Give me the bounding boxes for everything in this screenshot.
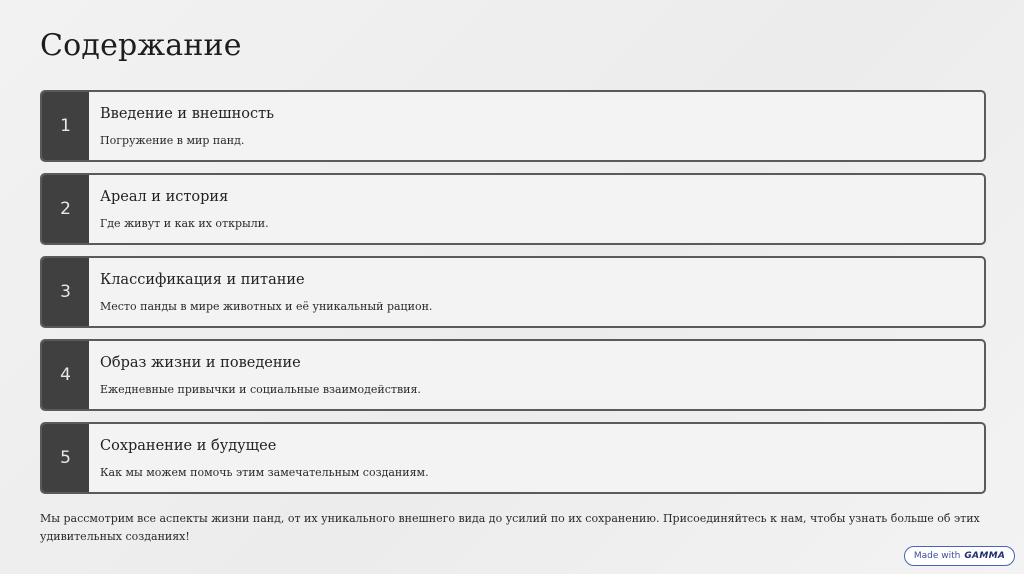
item-description: Место панды в мире животных и её уникальный рацион. xyxy=(100,300,433,313)
page-title: Содержание xyxy=(40,28,242,63)
item-number: 1 xyxy=(42,92,89,160)
item-title: Сохранение и будущее xyxy=(100,438,277,454)
contents-list xyxy=(40,90,986,505)
item-title: Классификация и питание xyxy=(100,272,305,288)
contents-item[interactable] xyxy=(40,339,986,411)
item-number: 4 xyxy=(42,341,89,409)
contents-item[interactable] xyxy=(40,173,986,245)
item-title: Ареал и история xyxy=(100,189,229,205)
item-description: Погружение в мир панд. xyxy=(100,134,245,147)
item-number: 5 xyxy=(42,424,89,492)
made-with-gamma-badge[interactable] xyxy=(904,546,1015,566)
item-description: Как мы можем помочь этим замечательным созданиям. xyxy=(100,466,429,479)
item-title: Образ жизни и поведение xyxy=(100,355,301,371)
contents-item[interactable] xyxy=(40,422,986,494)
badge-prefix: Made with xyxy=(913,551,961,561)
item-number: 2 xyxy=(42,175,89,243)
summary-text: Мы рассмотрим все аспекты жизни панд, от их уникального внешнего вида до усилий по их сохранению. Присоединяйтесь к нам, чтобы узнать больше об этих удивительных созданиях! xyxy=(40,512,980,543)
item-number: 3 xyxy=(42,258,89,326)
item-description: Ежедневные привычки и социальные взаимодействия. xyxy=(100,383,421,396)
contents-item[interactable] xyxy=(40,256,986,328)
item-description: Где живут и как их открыли. xyxy=(100,217,269,230)
item-title: Введение и внешность xyxy=(100,106,275,122)
gamma-logo: GAMMA xyxy=(964,551,1006,561)
contents-item[interactable] xyxy=(40,90,986,162)
